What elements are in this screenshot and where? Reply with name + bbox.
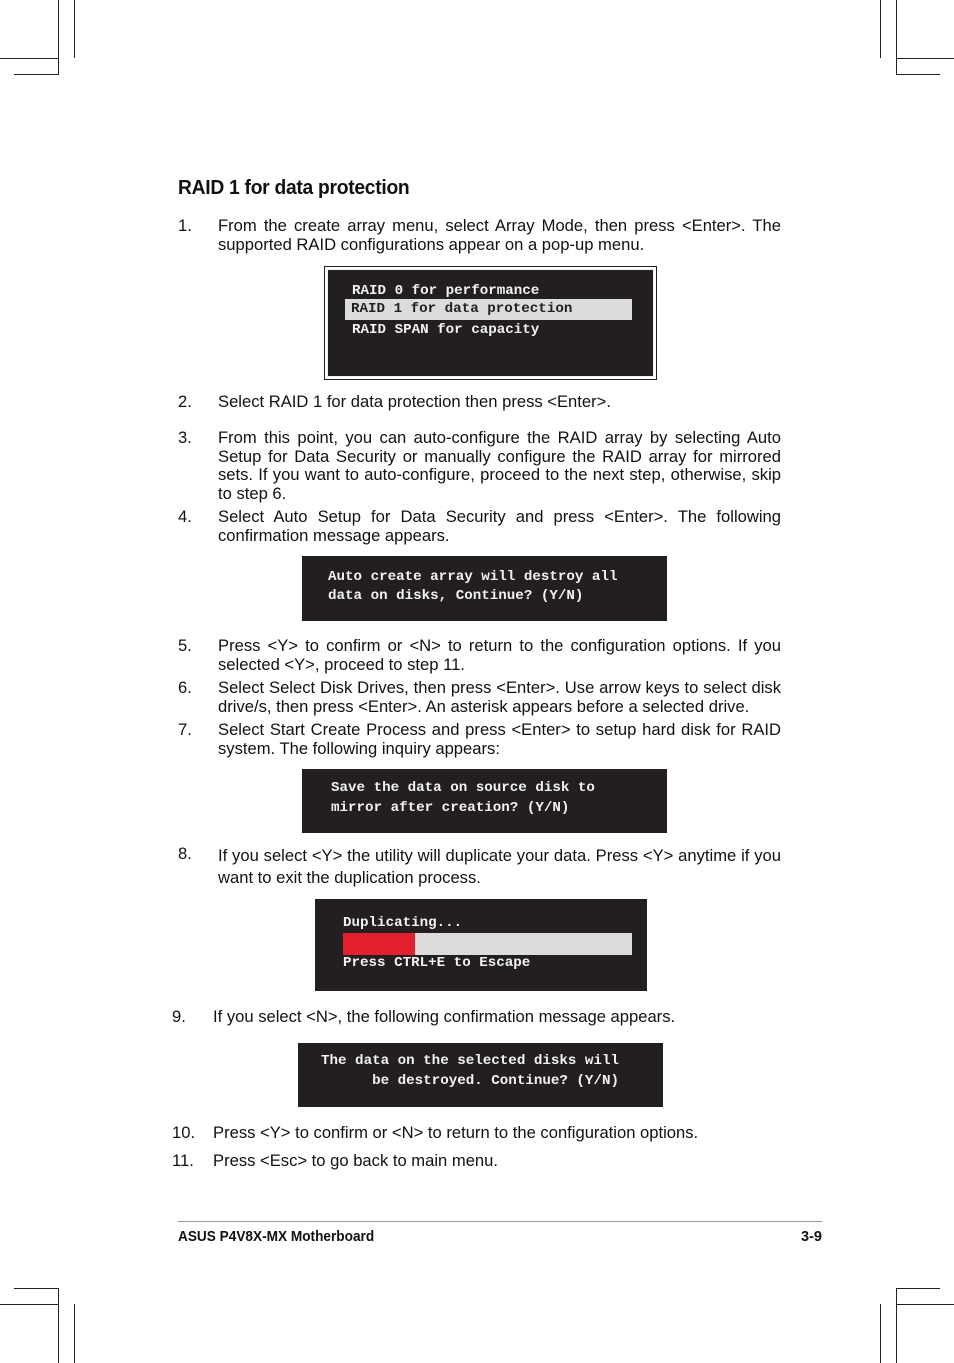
destroy-confirm-dialog	[298, 1043, 663, 1107]
step-text: Select Start Create Process and press <Enter> to setup hard disk for RAID system. The following inquiry appears:	[218, 720, 781, 758]
step-8	[178, 845, 781, 889]
progress-fill	[343, 933, 415, 955]
step-6	[178, 679, 781, 716]
dialog-line: data on disks, Continue? (Y/N)	[328, 588, 584, 604]
step-text: From this point, you can auto-configure the RAID array by selecting Auto Setup for Data Security or manually configure the RAID array for mirrored sets. If you want to auto-configure, proceed to the next step, otherwise, skip to step 6.	[218, 428, 781, 503]
step-2	[178, 393, 781, 412]
step-3	[178, 429, 781, 503]
menu-item-raid0[interactable]: RAID 0 for performance	[352, 283, 540, 299]
step-number: 4.	[178, 507, 192, 526]
step-number: 7.	[178, 720, 192, 739]
step-number: 10.	[172, 1123, 196, 1142]
step-text: Select RAID 1 for data protection then press <Enter>.	[218, 392, 611, 411]
step-number: 5.	[178, 636, 192, 655]
step-text: Select Auto Setup for Data Security and press <Enter>. The following confirmation message appears.	[218, 507, 781, 545]
section-title: RAID 1 for data protection	[178, 176, 410, 199]
step-text: If you select <Y> the utility will duplicate your data. Press <Y> anytime if you want to exit the duplication process.	[218, 846, 781, 887]
step-10	[172, 1123, 781, 1143]
escape-hint: Press CTRL+E to Escape	[343, 955, 531, 971]
step-number: 11.	[172, 1151, 194, 1170]
dialog-line: be destroyed. Continue? (Y/N)	[321, 1073, 619, 1089]
step-number: 1.	[178, 216, 192, 235]
step-7	[178, 721, 781, 758]
step-number: 3.	[178, 428, 192, 447]
step-4	[178, 508, 781, 545]
step-11	[172, 1151, 781, 1171]
duplicating-status: Duplicating...	[343, 915, 463, 931]
progress-track	[343, 933, 632, 955]
step-1	[178, 217, 781, 254]
footer-rule	[178, 1221, 822, 1222]
step-number: 9.	[172, 1007, 186, 1026]
step-9	[172, 1007, 781, 1027]
dialog-line: Save the data on source disk to	[331, 780, 595, 796]
footer-product-name: ASUS P4V8X-MX Motherboard	[178, 1229, 375, 1245]
step-text: Press <Esc> to go back to main menu.	[213, 1151, 499, 1170]
menu-item-raid-span[interactable]: RAID SPAN for capacity	[352, 322, 540, 338]
dialog-line: Auto create array will destroy all	[328, 569, 618, 585]
step-text: If you select <N>, the following confirmation message appears.	[213, 1007, 676, 1026]
step-text: Select Select Disk Drives, then press <Enter>. Use arrow keys to select disk drive/s, then press <Enter>. An asterisk appears before a selected drive.	[218, 678, 781, 716]
step-text: Press <Y> to confirm or <N> to return to the configuration options. If you selected <Y>, proceed to step 11.	[218, 636, 781, 674]
dialog-line: mirror after creation? (Y/N)	[331, 800, 570, 816]
step-number: 6.	[178, 678, 192, 697]
step-text: Press <Y> to confirm or <N> to return to the configuration options.	[213, 1123, 699, 1142]
auto-create-confirm-dialog	[302, 556, 667, 621]
step-number: 2.	[178, 392, 192, 411]
step-number: 8.	[178, 844, 192, 863]
menu-item-raid1[interactable]: RAID 1 for data protection	[351, 301, 573, 317]
dialog-line: The data on the selected disks will	[321, 1053, 619, 1069]
mirror-inquiry-dialog	[302, 769, 667, 833]
duplicating-dialog	[315, 899, 647, 991]
page-number: 3-9	[801, 1229, 822, 1245]
step-5	[178, 637, 781, 674]
step-text: From the create array menu, select Array Mode, then press <Enter>. The supported RAID configurations appear on a pop-up menu.	[218, 216, 781, 254]
